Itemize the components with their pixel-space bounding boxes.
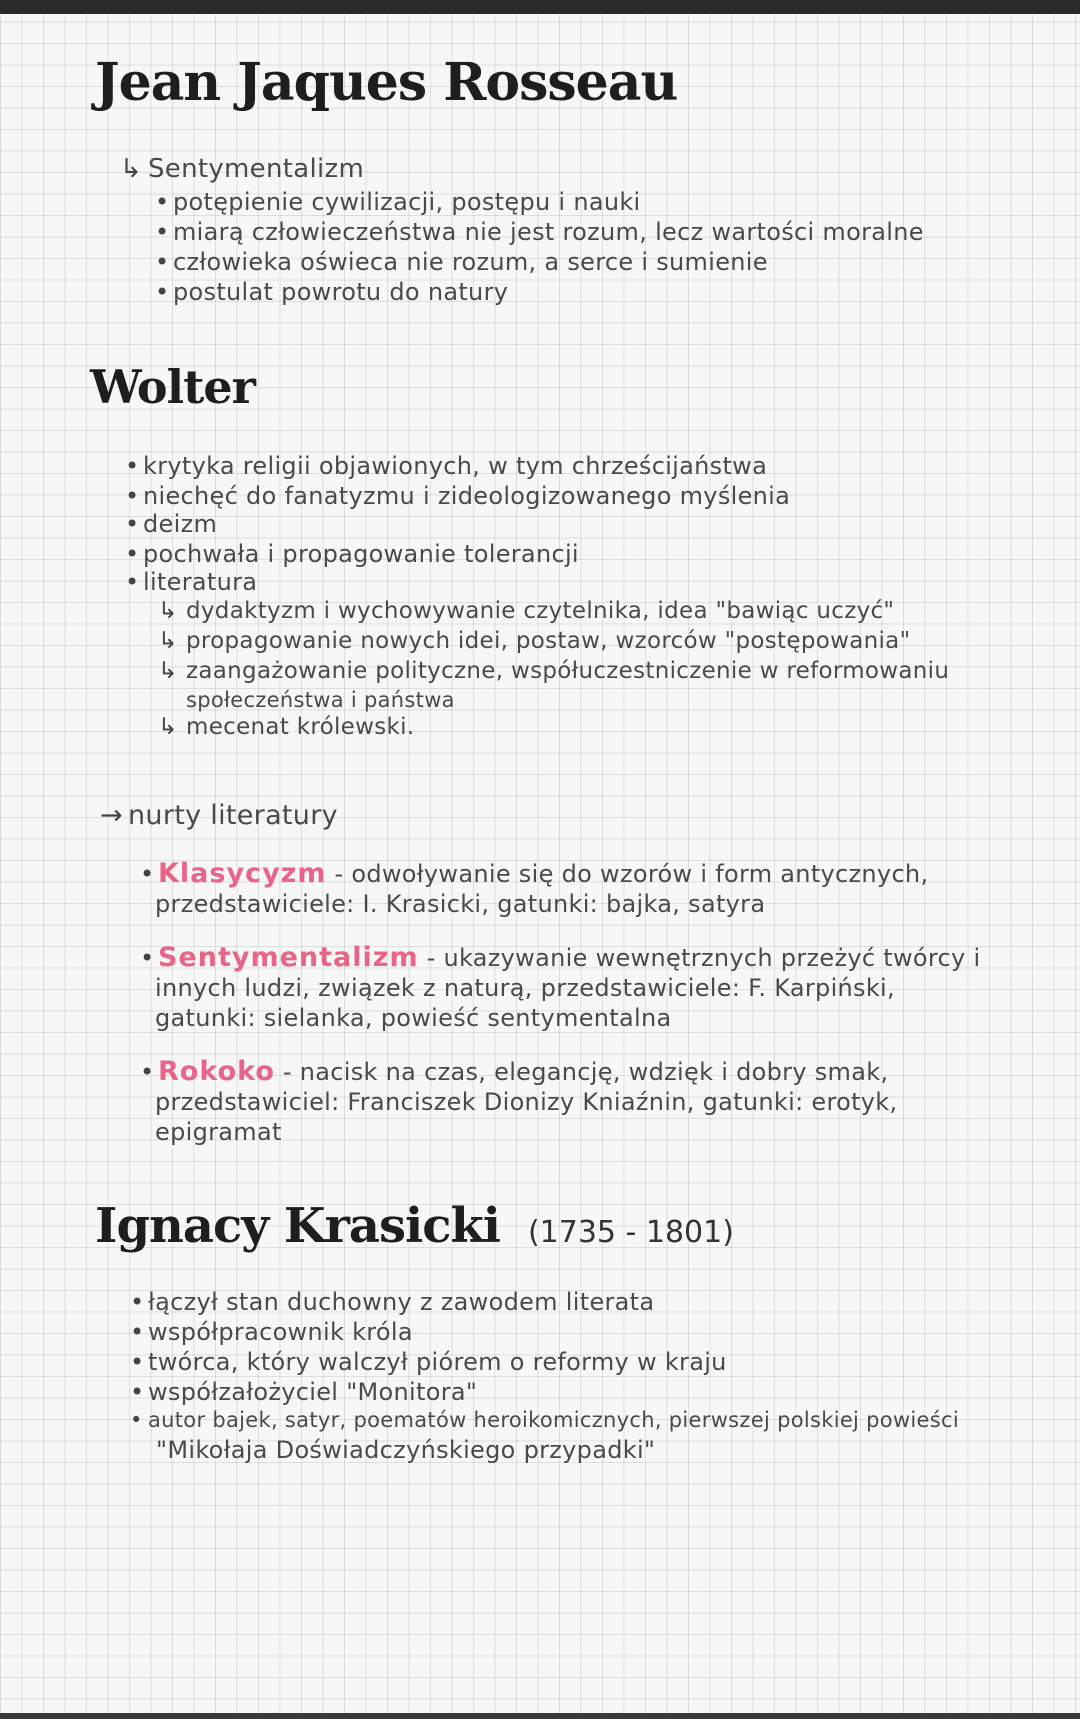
list-item: • postulat powrotu do natury [155, 278, 509, 306]
sub-list-item: ↳ propagowanie nowych idei, postaw, wzorców "postępowania" [158, 628, 911, 654]
list-item: • łączył stan duchowny z zawodem literata [130, 1288, 655, 1316]
list-item: • miarą człowieczeństwa nie jest rozum, lecz wartości moralne [155, 218, 924, 246]
nurt-rokoko: • Rokoko - nacisk na czas, elegancję, wdzięk i dobry smak, [140, 1056, 889, 1087]
list-item: • niechęć do fanatyzmu i zideologizowanego myślenia [125, 482, 791, 510]
heading-wolter: Wolter [90, 360, 255, 414]
list-item: • literatura [125, 568, 258, 596]
list-item-continued: "Mikołaja Doświadczyńskiego przypadki" [156, 1436, 656, 1464]
arrow-icon: → [100, 800, 123, 831]
list-item: • twórca, który walczył piórem o reformy w kraju [130, 1348, 727, 1376]
sub-list-item: ↳ dydaktyzm i wychowywanie czytelnika, idea "bawiąc uczyć" [158, 598, 895, 624]
sub-list-item-continued: społeczeństwa i państwa [186, 688, 455, 712]
krasicki-years: (1735 - 1801) [527, 1215, 734, 1250]
bottom-edge-bar [0, 1713, 1080, 1719]
nurt-rokoko-line3: epigramat [155, 1118, 282, 1146]
nurt-sentymentalizm: • Sentymentalizm - ukazywanie wewnętrznych przeżyć twórcy i [140, 942, 981, 973]
nurt-sentymentalizm-line2: innych ludzi, związek z naturą, przedstawiciele: F. Karpiński, [155, 974, 895, 1002]
sub-list-item: ↳ mecenat królewski. [158, 714, 415, 740]
nurt-klasycyzm-line2: przedstawiciele: I. Krasicki, gatunki: bajka, satyra [155, 890, 766, 918]
list-item: • potępienie cywilizacji, postępu i nauki [155, 188, 641, 216]
list-item: • pochwała i propagowanie tolerancji [125, 540, 579, 568]
nurt-sentymentalizm-line3: gatunki: sielanka, powieść sentymentalna [155, 1004, 672, 1032]
heading-rousseau: Jean Jaques Rosseau [95, 52, 678, 113]
list-item: • deizm [125, 510, 218, 538]
list-item: • krytyka religii objawionych, w tym chrześcijaństwa [125, 452, 768, 480]
sub-list-item: ↳ zaangażowanie polityczne, współuczestniczenie w reformowaniu [158, 658, 950, 684]
nurty-heading: → nurty literatury [100, 800, 338, 831]
list-item: • współzałożyciel "Monitora" [130, 1378, 478, 1406]
top-edge-bar [0, 0, 1080, 14]
heading-krasicki: Ignacy Krasicki (1735 - 1801) [95, 1198, 734, 1254]
rousseau-subtitle: Sentymentalizm [148, 154, 365, 184]
list-item: • autor bajek, satyr, poematów heroikomicznych, pierwszej polskiej powieści [130, 1408, 959, 1432]
rousseau-subtitle-line [120, 154, 364, 184]
nurt-klasycyzm: • Klasycyzm - odwoływanie się do wzorów i form antycznych, [140, 858, 929, 889]
nurt-rokoko-line2: przedstawiciel: Franciszek Dionizy Kniaźnin, gatunki: erotyk, [155, 1088, 898, 1116]
arrow-icon: ↳ [120, 154, 143, 184]
list-item: • współpracownik króla [130, 1318, 413, 1346]
list-item: • człowieka oświeca nie rozum, a serce i sumienie [155, 248, 768, 276]
